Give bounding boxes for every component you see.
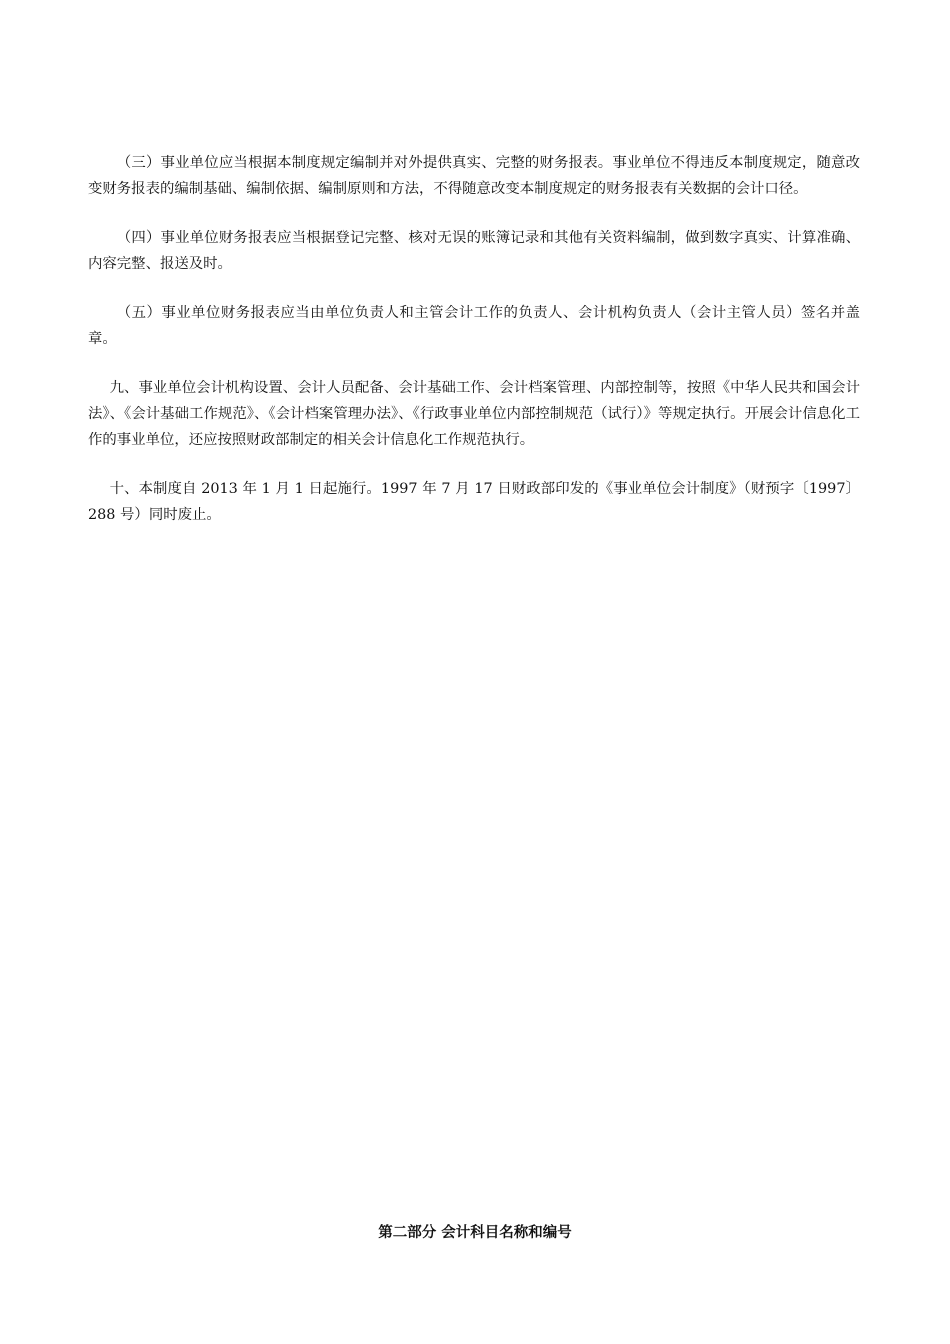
paragraph-article-9: 九、事业单位会计机构设置、会计人员配备、会计基础工作、会计档案管理、内部控制等，按照《中华人民共和国会计法》、《会计基础工作规范》、《会计档案管理办法》、《行政事业单位内部控制规范（试行）》等规定执行。开展会计信息化工作的事业单位，还应按照财政部制定的相关会计信息化工作规范执行。 [88, 380, 860, 448]
section-title: 第二部分 会计科目名称和编号 [378, 1225, 572, 1241]
paragraph-article-10: 十、本制度自 2013 年 1 月 1 日起施行。1997 年 7 月 17 日财政部印发的《事业单位会计制度》（财预字〔1997〕288 号）同时废止。 [88, 481, 860, 523]
paragraph-4: （四）事业单位财务报表应当根据登记完整、核对无误的账簿记录和其他有关资料编制，做到数字真实、计算准确、内容完整、报送及时。 [88, 230, 860, 272]
paragraph-5: （五）事业单位财务报表应当由单位负责人和主管会计工作的负责人、会计机构负责人（会计主管人员）签名并盖章。 [88, 305, 860, 347]
body-text [88, 150, 860, 551]
paragraph-3: （三）事业单位应当根据本制度规定编制并对外提供真实、完整的财务报表。事业单位不得违反本制度规定，随意改变财务报表的编制基础、编制依据、编制原则和方法，不得随意改变本制度规定的财务报表有关数据的会计口径。 [88, 155, 860, 197]
